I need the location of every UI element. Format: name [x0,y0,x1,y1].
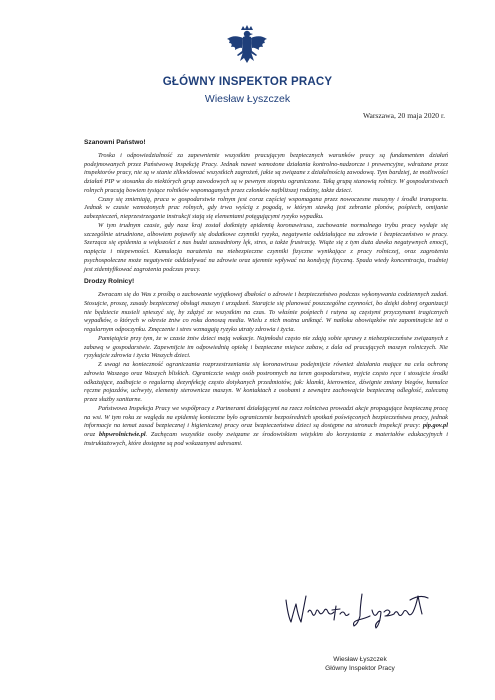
eagle-emblem-icon [224,24,270,70]
link-bhpwrolnictwie[interactable]: bhpwrolnictwie.pl [98,431,146,438]
organization-name: GŁÓWNY INSPEKTOR PRACY [162,76,333,88]
paragraph-text: . Zachęcam wszystkie osoby związane ze środowiskiem wiejskim do korzystania z materiałów edukacyjnych i instruktażowych, które dostępne są pod wskazanymi adresami. [84,431,449,447]
letter-body [84,139,448,449]
paragraph-with-links [84,405,448,449]
signer-name: Wiesław Łyszczek [333,656,387,663]
paragraph: W tym trudnym czasie, gdy nasz kraj został dotknięty epidemią koronawirusa, zachowanie normalnego trybu pracy wydaje się szczególnie utrudnione, albowiem pojawiły się dodatkowe czynniki ryzyka, negatywnie oddziałujące na zdrowie i bezpieczeństwo w pracy. Szerząca się epidemia u większości z nas budzi uzasadniony lęk, stres, a także frustrację. Wiąże się z tym duża dawka negatywnych emocji, napięcia i niepewności. Kumulacja narażenia na niebezpieczne czynniki fizyczne wynikające z pracy rolniczej, oraz zagrożenia psychospołeczne może negatywnie oddziaływać na zdrowie oraz ujemnie wpływać na kondycję fizyczną. Spada wtedy koncentracja, trudniej jest zidentyfikować zagrożenia podczas pracy. [84,221,448,273]
place-date: Warszawa, 20 maja 2020 r. [362,111,445,120]
signer-block [300,655,420,673]
paragraph: Troska i odpowiedzialność za zapewnienie wszystkim pracującym bezpiecznych warunków pracy są fundamentem działań podejmowanych przez Państwową Inspekcję Pracy. Jednak nawet wzmożone działania kontrolno-nadzorcze i prewencyjne, wdrażane przez inspektorów pracy, nie są w stanie zlikwidować wszystkich zagrożeń, jakie są związane z działalnością zawodową. Tym bardziej, że możliwości działań PIP w stosunku do niektórych grup zawodowych są w pewnym stopniu ograniczone. Taką grupą stanowią rolnicy. W gospodarstwach rolnych pracują bowiem tysiące rolników wspomaganych przez członków najbliższej rodziny, także dzieci. [84,151,448,194]
link-pip[interactable]: pip.gov.pl [422,422,448,430]
signer-title: Główny Inspektor Pracy [325,665,395,672]
greeting-1: Szanowni Państwo! [84,139,146,146]
signature-image [282,586,432,630]
paragraph: Pamiętajcie przy tym, że w czasie żniw dzieci mają wakacje. Najmłodsi często nie zdają sobie sprawy z niebezpieczeństw związanych z zabawą w gospodarstwie. Zapewnijcie im odpowiednią opiekę i bezpieczne miejsce zabaw, z dala od pracujących maszyn rolniczych. Nie ryzykujcie zdrowia i życia Waszych dzieci. [84,334,448,360]
paragraph: Z uwagi na konieczność ograniczania rozprzestrzeniania się koronawirusa podejmijcie również działania mające na celu ochronę zdrowia Waszego oraz Waszych bliskich. Ograniczcie wstęp osób postronnych na teren gospodarstwa, myjcie często ręce i stosujcie środki odkażające, zadbajcie o regularną dezynfekcję często dotykanych przedmiotów, jak: klamki, kierownice, dźwignie zmiany biegów, hamulce ręczne pojazdów, uchwyty, elementy sterownicze maszyn. W kontaktach z osobami z zewnątrz zachowajcie bezpieczną odległość, zalecaną przez służby sanitarne. [84,361,448,403]
paragraph-text: Państwowa Inspekcja Pracy we współpracy z Partnerami działającymi na rzecz rolnictwa prowadzi akcje propagujące bezpieczną pracę na wsi. W tym roku ze względu na epidemię konieczne było ograniczenie bezpośrednich spotkań poświęconych bezpieczeństwu pracy, jednak informacje na temat zasad bezpiecznej i higienicznej pracy oraz bezpieczeństwa dzieci są dostępne na stronach inspekcji pracy: [84,404,448,430]
paragraph-text: oraz [84,431,99,438]
paragraph: Czasy się zmieniają, praca w gospodarstwie rolnym jest coraz częściej wspomagana przez nowoczesne maszyny i środki transportu. Jednak w czasie wzmożonych prac rolnych, gdy trwa wyścig z pogodą, w którym stawką jest zebranie plonów, pośpiech, omijanie zabezpieczeń, nieprzestrzeganie instrukcji stają się elementami potęgującymi ryzyko wypadku. [84,195,448,220]
header-person-name: Wiesław Łyszczek [204,93,291,105]
greeting-2: Drodzy Rolnicy! [84,278,135,286]
paragraph: Zwracam się do Was z prośbą o zachowanie wyjątkowej dbałości o zdrowie i bezpieczeństwo podczas wykonywania codziennych zadań. Stosujcie, proszę, zasady bezpiecznej obsługi maszyn i urządzeń. Starajcie się planować poszczególne czynności, bo dzięki dobrej organizacji nie będziecie musieli spieszyć się, by zdążyć ze wszystkim na czas. To właśnie pośpiech i rutyna są częstymi przyczynami tragicznych wypadków, o których w okresie żniw co roku donoszą media. Wielu z nich można uniknąć. W natłoku obowiązków nie zapominajcie też o regularnym odpoczynku. Zmęczenie i stres wzmagają ryzyko utraty zdrowia i życia. [84,291,448,333]
